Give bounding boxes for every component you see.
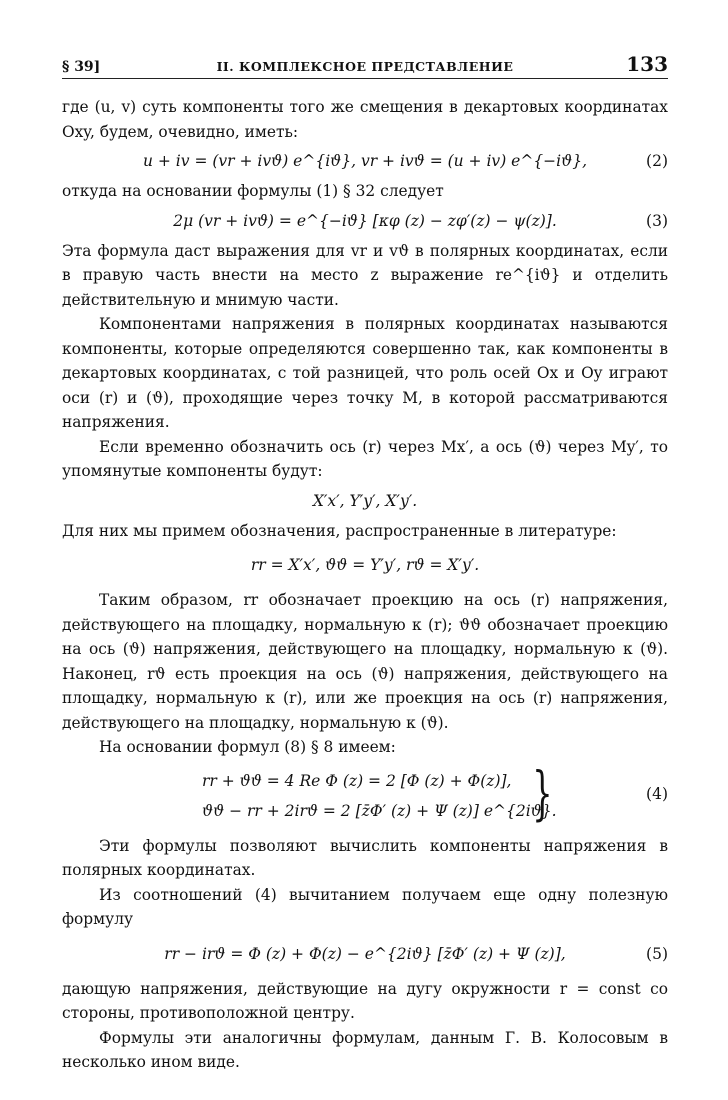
running-head bbox=[62, 52, 668, 79]
equation-components-body: X′x′, Y′y′, X′y′. bbox=[312, 491, 418, 510]
paragraph-9: Эти формулы позволяют вычислить компоненты напряжения в полярных координатах. bbox=[62, 836, 668, 879]
equation-5-body: rr − irϑ = Φ (z) + Φ(z) − e^{2iϑ} [z̄Φ′ (z) + Ψ (z)], bbox=[164, 944, 566, 963]
equation-4-line-1: rr + ϑϑ = 4 Re Φ (z) = 2 [Φ (z) + Φ(z)], bbox=[202, 771, 512, 790]
right-brace-icon: } bbox=[532, 758, 553, 827]
paragraph-1: где (u, v) суть компоненты того же смещения в декартовых координатах Oxy, будем, очевидно, иметь: bbox=[62, 98, 668, 141]
paragraph-11: дающую напряжения, действующие на дугу окружности r = const со стороны, противоположной центру. bbox=[62, 979, 668, 1022]
equation-4-line-2: ϑϑ − rr + 2irϑ = 2 [z̄Φ′ (z) + Ψ (z)] e^{2iϑ}. bbox=[202, 801, 557, 820]
paragraph-10: Из соотношений (4) вычитанием получаем еще одну полезную формулу bbox=[62, 885, 668, 928]
equation-3-body: 2μ (vr + ivϑ) = e^{−iϑ} [κφ (z) − zφ′(z) − ψ(z)]. bbox=[173, 211, 557, 230]
paragraph-7: Таким образом, rr обозначает проекцию на ось (r) напряжения, действующего на площадку, нормальную к (r); ϑϑ обозначает проекцию на ось (ϑ) напряжения, действующего на площадку, нормальную к (ϑ). Наконец, rϑ есть проекция на ось (ϑ) напряжения, действующего на площадку, нормальную к (r), или же проекция на ось (r) напряжения, действующего на площадку, нормальную к (ϑ). bbox=[62, 591, 668, 732]
page-body bbox=[62, 95, 668, 1075]
equation-notation bbox=[62, 545, 668, 585]
paragraph-2: откуда на основании формулы (1) § 32 следует bbox=[62, 182, 444, 200]
equation-2-number: (2) bbox=[646, 152, 668, 170]
equation-notation-body: rr = X′x′, ϑϑ = Y′y′, rϑ = X′y′. bbox=[250, 556, 480, 574]
paragraph-3: Эта формула даст выражения для vr и vϑ в полярных координатах, если в правую часть внести на место z выражение re^{iϑ} и отделить действительную и мнимую части. bbox=[62, 241, 668, 309]
equation-5 bbox=[62, 934, 668, 974]
equation-2 bbox=[62, 146, 668, 176]
equation-5-number: (5) bbox=[646, 944, 668, 963]
equation-3 bbox=[62, 206, 668, 236]
equation-4-system bbox=[62, 758, 668, 828]
page-number: 133 bbox=[626, 52, 668, 76]
paragraph-12: Формулы эти аналогичны формулам, данным Г. В. Колосовым в несколько ином виде. bbox=[62, 1028, 668, 1071]
equation-2-body: u + iv = (vr + ivϑ) e^{iϑ}, vr + ivϑ = (u + iv) e^{−iϑ}, bbox=[142, 152, 587, 170]
equation-4-number: (4) bbox=[646, 784, 668, 803]
chapter-title: II. КОМПЛЕКСНОЕ ПРЕДСТАВЛЕНИЕ bbox=[216, 59, 514, 74]
equation-components bbox=[62, 486, 668, 516]
book-page bbox=[62, 52, 668, 1075]
paragraph-6: Для них мы примем обозначения, распространенные в литературе: bbox=[62, 521, 617, 540]
section-marker: § 39] bbox=[62, 59, 101, 75]
paragraph-5: Если временно обозначить ось (r) через Mx′, а ось (ϑ) через My′, то упомянутые компоненты будут: bbox=[62, 437, 668, 480]
equation-3-number: (3) bbox=[646, 211, 668, 230]
paragraph-8: На основании формул (8) § 8 имеем: bbox=[99, 738, 396, 756]
paragraph-4: Компонентами напряжения в полярных координатах называются компоненты, которые определяются совершенно так, как компоненты в декартовых координатах, с той разницей, что роль осей Ox и Oy играют оси (r) и (ϑ), проходящие через точку M, в которой рассматриваются напряжения. bbox=[62, 315, 668, 431]
